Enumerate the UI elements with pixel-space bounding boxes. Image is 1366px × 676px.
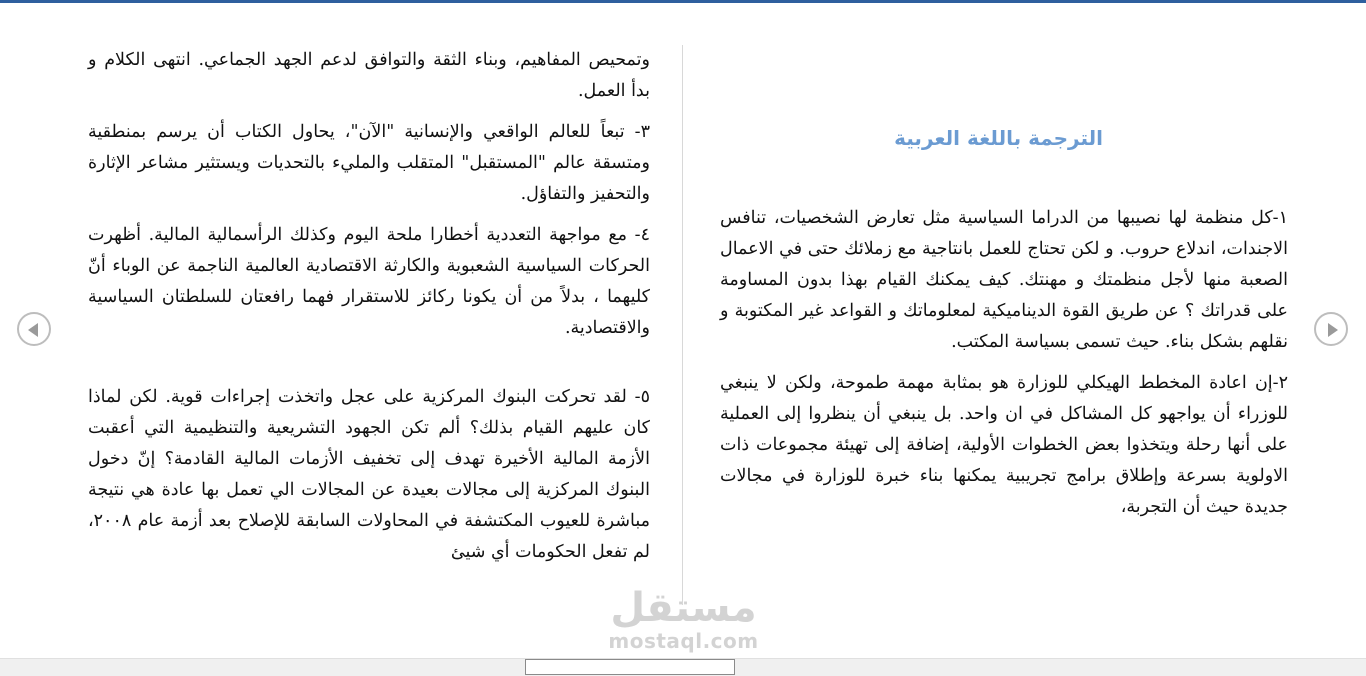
- translation-heading: الترجمة باللغة العربية: [894, 126, 1103, 150]
- horizontal-scrollbar[interactable]: [0, 658, 1366, 676]
- left-paragraph-1: وتمحيص المفاهيم، وبناء الثقة والتوافق لدعم الجهد الجماعي. انتهى الكلام و بدأ العمل.: [88, 50, 650, 101]
- right-page: [720, 123, 1288, 533]
- chevron-left-icon: [28, 323, 38, 337]
- chevron-right-icon: [1328, 323, 1338, 337]
- watermark-logo: [596, 586, 771, 652]
- paragraph-gap: [88, 354, 650, 382]
- document-spread: [0, 3, 1366, 658]
- right-paragraph-2: ٢-إن اعادة المخطط الهيكلي للوزارة هو بمثابة مهمة طموحة، ولكن لا ينبغي للوزراء أن يواجهو كل المشاكل في ان واحد. بل ينبغي أن ينظروا إلى العملية على أنها رحلة ويتخذوا بعض الخطوات الأولية، إضافة إلى تهيئة مجموعات ذات الاولوية بسرعة وإطلاق برامج تجريبية يمكنها بناء خبرة للوزارة في مجالات جديدة حيث أن التجربة،: [720, 373, 1288, 517]
- previous-page-button[interactable]: [17, 312, 51, 346]
- page-divider: [682, 45, 683, 605]
- left-page: [88, 45, 650, 578]
- right-paragraph-1: ١-كل منظمة لها نصيبها من الدراما السياسية مثل تعارض الشخصيات، تنافس الاجندات، اندلاع حروب. و لكن تحتاج للعمل بانتاجية مع زملائك حتى في الاعمال الصعبة منها لأجل منظمتك و مهنتك. كيف يمكنك القيام بهذا بدون المساومة على قدراتك ؟ عن طريق القوة الديناميكية لمعلوماتك و القواعد غير المكتوبة و نقلهم بشكل بناء. حيث تسمى بسياسة المكتب.: [720, 208, 1288, 352]
- scrollbar-thumb[interactable]: [525, 659, 735, 675]
- watermark-latin: mostaql.com: [608, 629, 759, 653]
- left-paragraph-3: ٤- مع مواجهة التعددية أخطارا ملحة اليوم وكذلك الرأسمالية المالية. أظهرت الحركات السياسية الشعبوية والكارثة الاقتصادية العالمية الناجمة عن الوباء أنّ كليهما ، بدلاً من أن يكونا ركائز للاستقرار فهما رافعتان للسلطتان السياسية والاقتصادية.: [88, 225, 650, 338]
- next-page-button[interactable]: [1314, 312, 1348, 346]
- left-paragraph-2: ٣- تبعاً للعالم الواقعي والإنسانية "الآن"، يحاول الكتاب أن يرسم بمنطقية ومتسقة عالم "المستقبل" المتقلب والمليء بالتحديات ويستثير مشاعر الإثارة والتحفيز والتفاؤل.: [88, 122, 650, 204]
- watermark-arabic: مستقل: [610, 585, 757, 631]
- left-paragraph-4: ٥- لقد تحركت البنوك المركزية على عجل واتخذت إجراءات قوية. لكن لماذا كان عليهم القيام بذلك؟ ألم تكن الجهود التشريعية والتنظيمية التي أعقبت الأزمة المالية الأخيرة تهدف إلى تخفيف الأزمات المالية القادمة؟ إنّ دخول البنوك المركزية إلى مجالات بعيدة عن المجالات الي تعمل بها عادة هي نتيجة مباشرة للعيوب المكتشفة في المحاولات السابقة للإصلاح بعد أزمة عام ٢٠٠٨، لم تفعل الحكومات أي شيئ: [88, 387, 650, 562]
